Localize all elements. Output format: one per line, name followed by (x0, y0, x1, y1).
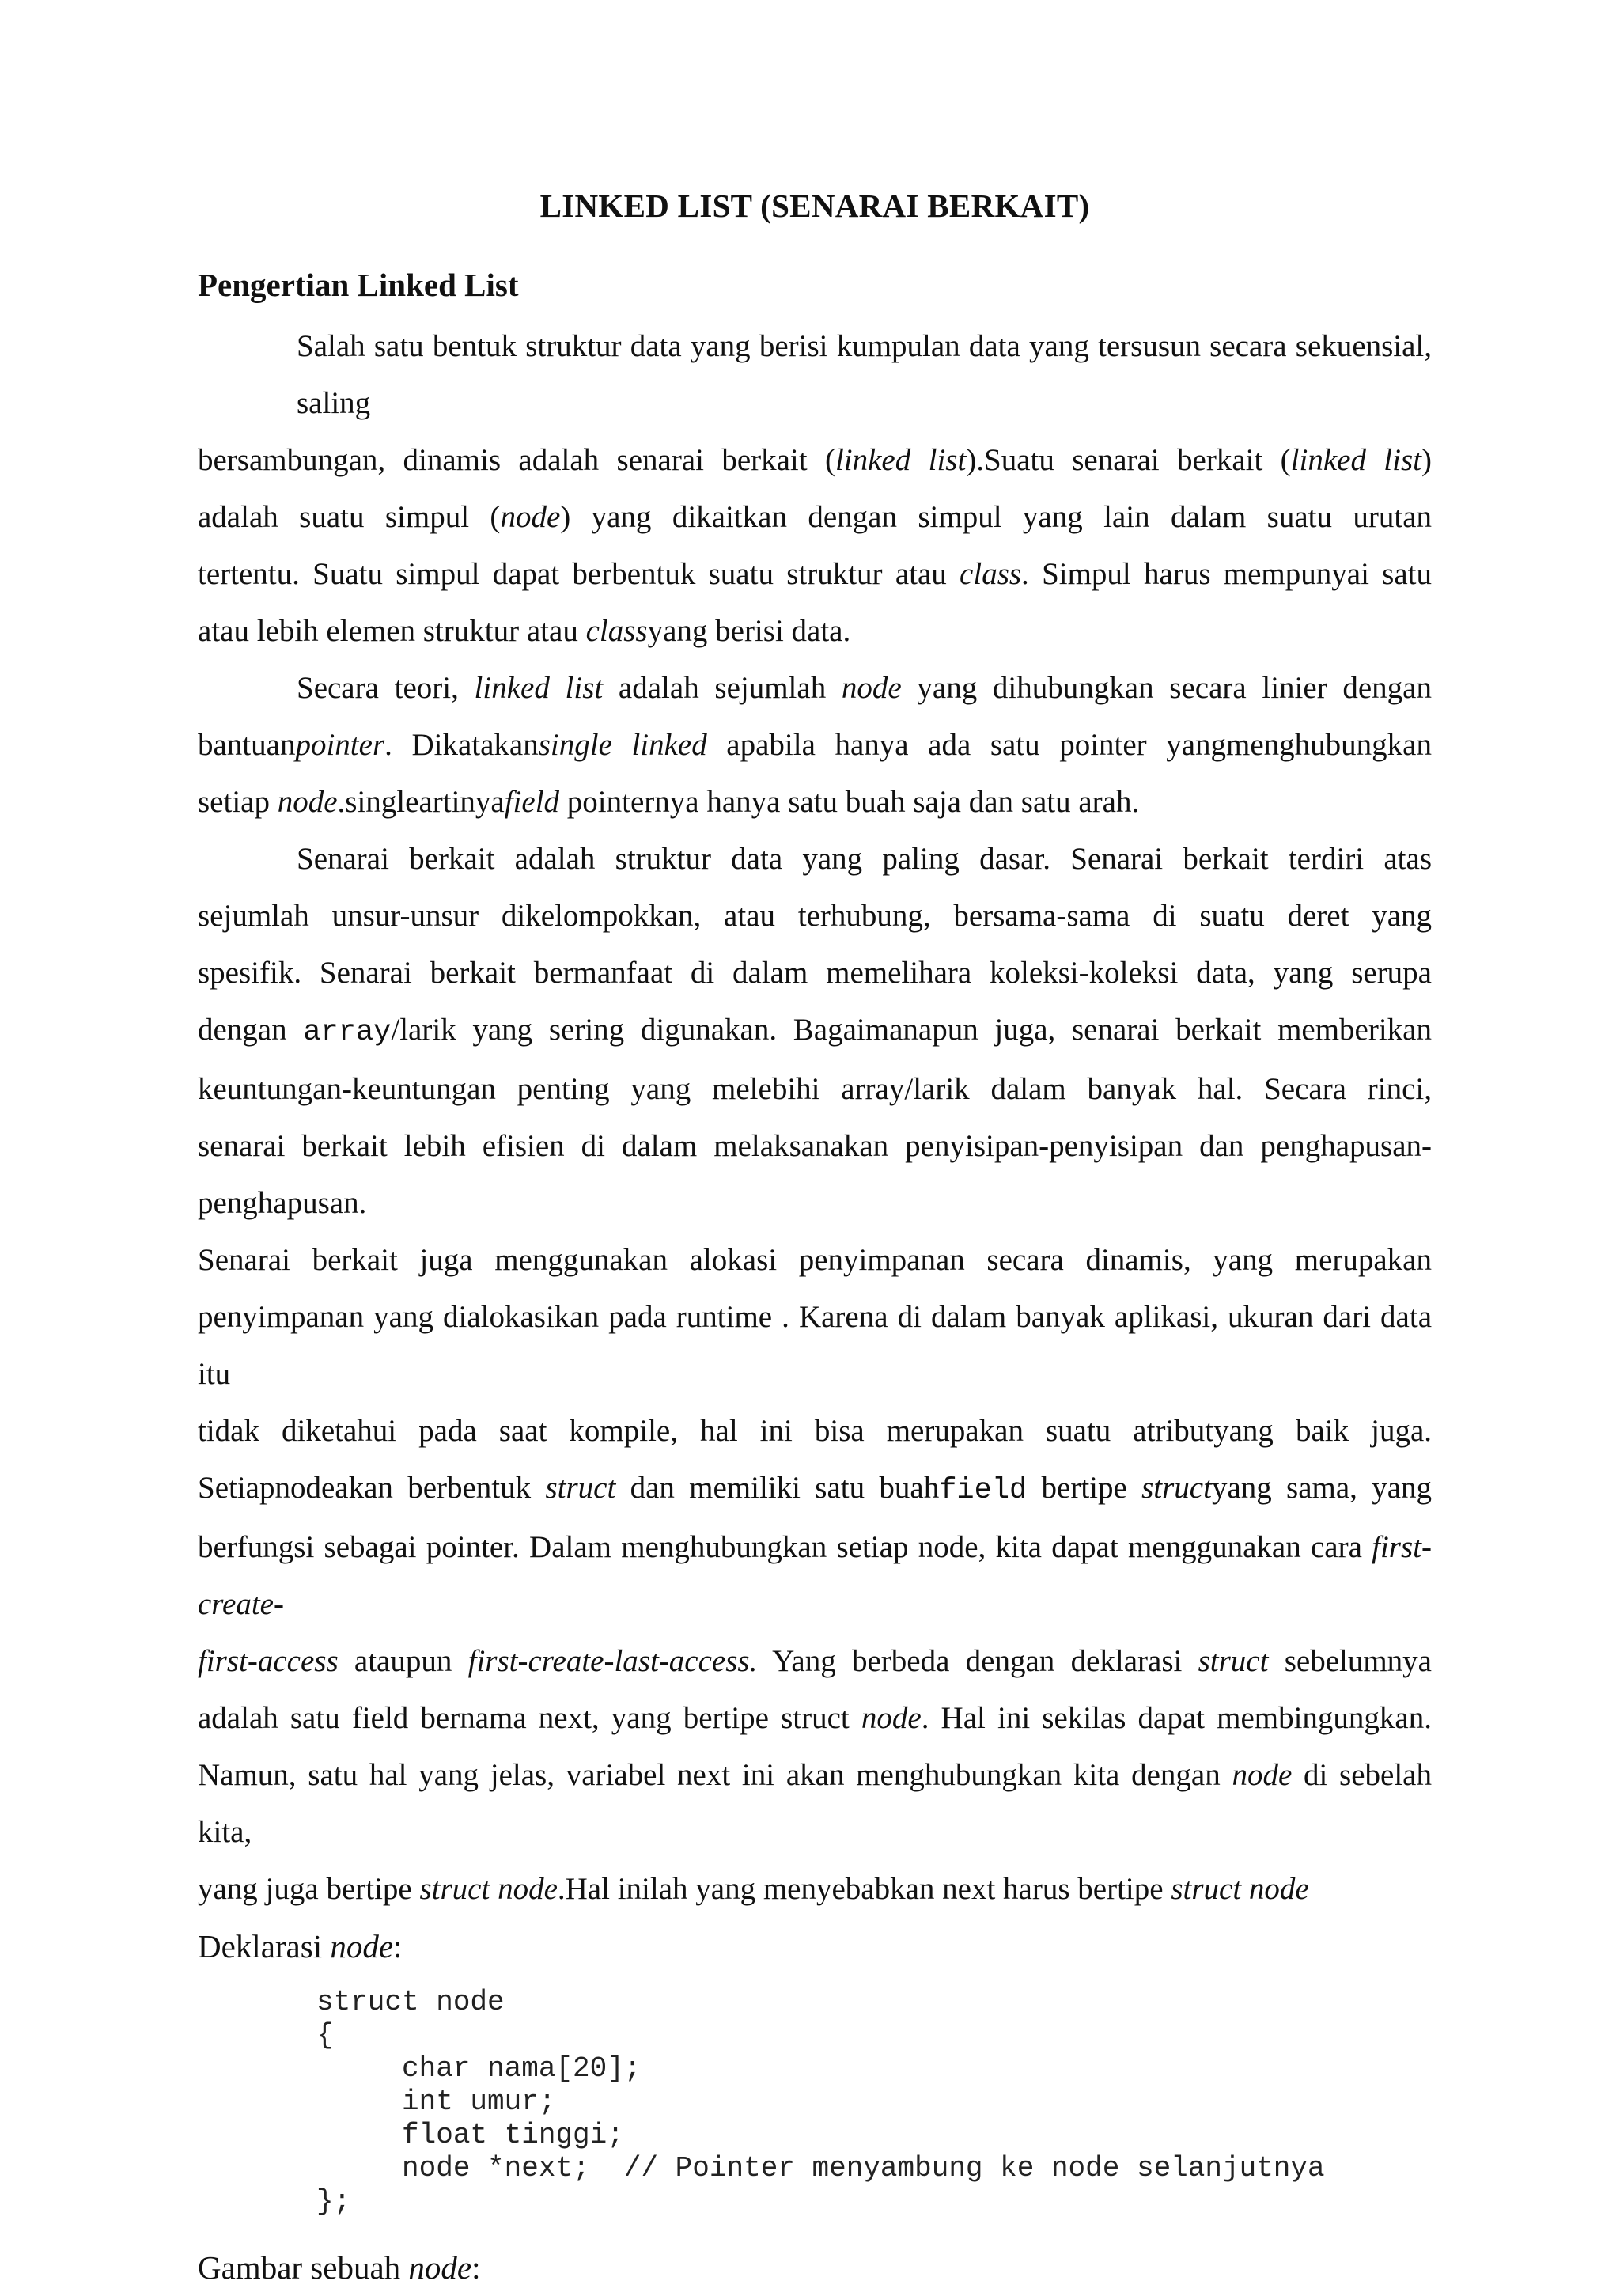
text-run: Senarai berkait adalah struktur data yang paling dasar. Senarai berkait terdiri atas (297, 842, 1432, 876)
paragraph (198, 831, 1432, 1918)
text-run: Secara teori, (297, 671, 475, 705)
paragraph-line (198, 831, 1432, 888)
paragraph-line (198, 1232, 1432, 1289)
text-run: . Dikatakan (384, 728, 539, 762)
code-line: char nama[20]; (316, 2052, 642, 2085)
text-run: . Hal ini sekilas dapat membingungkan. (921, 1701, 1432, 1735)
paragraph-line (198, 1403, 1432, 1460)
italic-term: field (504, 785, 560, 819)
paragraph (198, 318, 1432, 660)
code-line: node *next; // Pointer menyambung ke node selanjutnya (316, 2152, 1325, 2184)
paragraph-line (198, 1690, 1432, 1747)
text-run: adalah satu field bernama next, yang bertipe struct (198, 1701, 861, 1735)
paragraph-line (198, 432, 1432, 489)
text-run: adalah suatu simpul ( (198, 500, 501, 534)
text-run: ).Suatu senarai berkait ( (966, 443, 1291, 477)
text-run: yang sama, yang (1211, 1471, 1433, 1505)
paragraph-line (198, 1118, 1432, 1232)
text-run: sebelumnya (1268, 1644, 1432, 1678)
text-run: bersambungan, dinamis adalah senarai berkait ( (198, 443, 835, 477)
paragraph-line (198, 660, 1432, 717)
italic-term: node (1232, 1758, 1293, 1792)
paragraph-line (198, 1289, 1432, 1403)
paragraph-line (198, 774, 1432, 831)
text-run: . Simpul harus mempunyai satu (1021, 557, 1432, 591)
text-run: dan memiliki satu buah (615, 1471, 940, 1505)
text-run: yang dihubungkan secara linier dengan (901, 671, 1432, 705)
paragraph-line (198, 888, 1432, 945)
text-run: tidak diketahui pada saat kompile, hal ini bisa merupakan suatu atributyang baik juga. (198, 1414, 1432, 1448)
italic-term: struct (1141, 1471, 1212, 1505)
paragraph (198, 660, 1432, 831)
italic-term: first-access (198, 1644, 339, 1678)
text-run: Senarai berkait juga menggunakan alokasi penyimpanan secara dinamis, yang merupakan (198, 1243, 1432, 1277)
code-line: struct node (316, 1986, 505, 2018)
italic-term: node (861, 1701, 922, 1735)
italic-term: struct (1198, 1644, 1269, 1678)
text-run: yang berisi data. (647, 614, 851, 648)
italic-term: single linked (538, 728, 707, 762)
text-run: Yang berbeda dengan deklarasi (757, 1644, 1198, 1678)
mono-term: field (939, 1474, 1028, 1507)
figure-caption-text: Gambar sebuah (198, 2249, 409, 2286)
declaration-label-node: node (330, 1928, 394, 1964)
text-run: senarai berkait lebih efisien di dalam melaksanakan penyisipan-penyisipan dan penghapusan-penghapusan. (198, 1129, 1432, 1220)
code-line: int umur; (316, 2086, 556, 2118)
text-run: ) yang dikaitkan dengan simpul yang lain dalam suatu urutan (560, 500, 1433, 534)
italic-term: linked list (474, 671, 604, 705)
italic-term: class (585, 614, 648, 648)
code-block (316, 1986, 1432, 2218)
italic-term: linked list (1290, 443, 1421, 477)
text-run: spesifik. Senarai berkait bermanfaat di dalam memelihara koleksi-koleksi data, yang serupa (198, 956, 1432, 990)
text-run: sejumlah unsur-unsur dikelompokkan, atau terhubung, bersama-sama di suatu deret yang (198, 899, 1432, 933)
paragraph-line (198, 603, 1432, 660)
text-run: yang juga bertipe (198, 1872, 420, 1906)
text-run: apabila hanya ada satu pointer yangmenghubungkan (706, 728, 1432, 762)
text-run: Namun, satu hal yang jelas, variabel next ini akan menghubungkan kita dengan (198, 1758, 1232, 1792)
text-run: pointernya hanya satu buah saja dan satu arah. (559, 785, 1140, 819)
italic-term: struct (545, 1471, 616, 1505)
paragraph-line (198, 1460, 1432, 1519)
code-line: float tinggi; (316, 2119, 624, 2151)
section-heading: Pengertian Linked List (198, 267, 519, 303)
paragraph-line (198, 717, 1432, 774)
text-run: tertentu. Suatu simpul dapat berbentuk suatu struktur atau (198, 557, 960, 591)
paragraph-line (198, 318, 1432, 432)
italic-term: struct node (1171, 1872, 1309, 1906)
text-run: .singleartinya (337, 785, 505, 819)
paragraph-line (198, 546, 1432, 603)
text-run: atau lebih elemen struktur atau (198, 614, 586, 648)
paragraph-line (198, 1061, 1432, 1118)
paragraph-line (198, 1519, 1432, 1633)
figure-caption (198, 2239, 1432, 2296)
italic-term: pointer (295, 728, 385, 762)
paragraph-line (198, 1747, 1432, 1861)
italic-term: class (960, 557, 1022, 591)
text-run: keuntungan-keuntungan penting yang melebihi array/larik dalam banyak hal. Secara rinci, (198, 1072, 1432, 1106)
text-run: bertipe (1027, 1471, 1142, 1505)
declaration-label (198, 1918, 1432, 1975)
body-text (198, 318, 1432, 1918)
text-run: /larik yang sering digunakan. Bagaimanapun juga, senarai berkait memberikan (391, 1013, 1432, 1047)
code-line: }; (316, 2185, 351, 2218)
text-run: di sebelah kita, (198, 1758, 1432, 1849)
code-line: { (316, 2019, 334, 2052)
text-run: adalah sejumlah (603, 671, 842, 705)
text-run: penyimpanan yang dialokasikan pada runtime . Karena di dalam banyak aplikasi, ukuran dari data itu (198, 1300, 1432, 1391)
italic-term: first-create- (198, 1530, 1432, 1621)
paragraph-line (198, 945, 1432, 1002)
page-content (198, 182, 1432, 2296)
text-run: Setiapnodeakan berbentuk (198, 1471, 546, 1505)
declaration-label-colon: : (393, 1928, 403, 1964)
paragraph-line (198, 1633, 1432, 1690)
text-run: ataupun (338, 1644, 468, 1678)
italic-term: linked list (835, 443, 967, 477)
text-run: ) (1421, 443, 1432, 477)
italic-term: node (277, 785, 338, 819)
page-title: LINKED LIST (SENARAI BERKAIT) (539, 188, 1090, 224)
figure-caption-colon: : (471, 2249, 481, 2286)
mono-term: array (303, 1016, 392, 1049)
italic-term: node (500, 500, 561, 534)
paragraph-line (198, 1861, 1432, 1918)
figure-caption-node: node (408, 2249, 472, 2286)
text-run: bantuan (198, 728, 296, 762)
text-run: berfungsi sebagai pointer. Dalam menghubungkan setiap node, kita dapat menggunakan cara (198, 1530, 1372, 1564)
text-run: setiap (198, 785, 278, 819)
italic-term: first-create-last-access. (467, 1644, 758, 1678)
text-run: Salah satu bentuk struktur data yang berisi kumpulan data yang tersusun secara sekuensial, saling (297, 329, 1432, 420)
text-run: dengan (198, 1013, 304, 1047)
italic-term: node (841, 671, 902, 705)
italic-term: struct node (419, 1872, 558, 1906)
text-run: .Hal inilah yang menyebabkan next harus bertipe (557, 1872, 1171, 1906)
paragraph-line (198, 489, 1432, 546)
declaration-label-text: Deklarasi (198, 1928, 331, 1964)
paragraph-line (198, 1002, 1432, 1061)
